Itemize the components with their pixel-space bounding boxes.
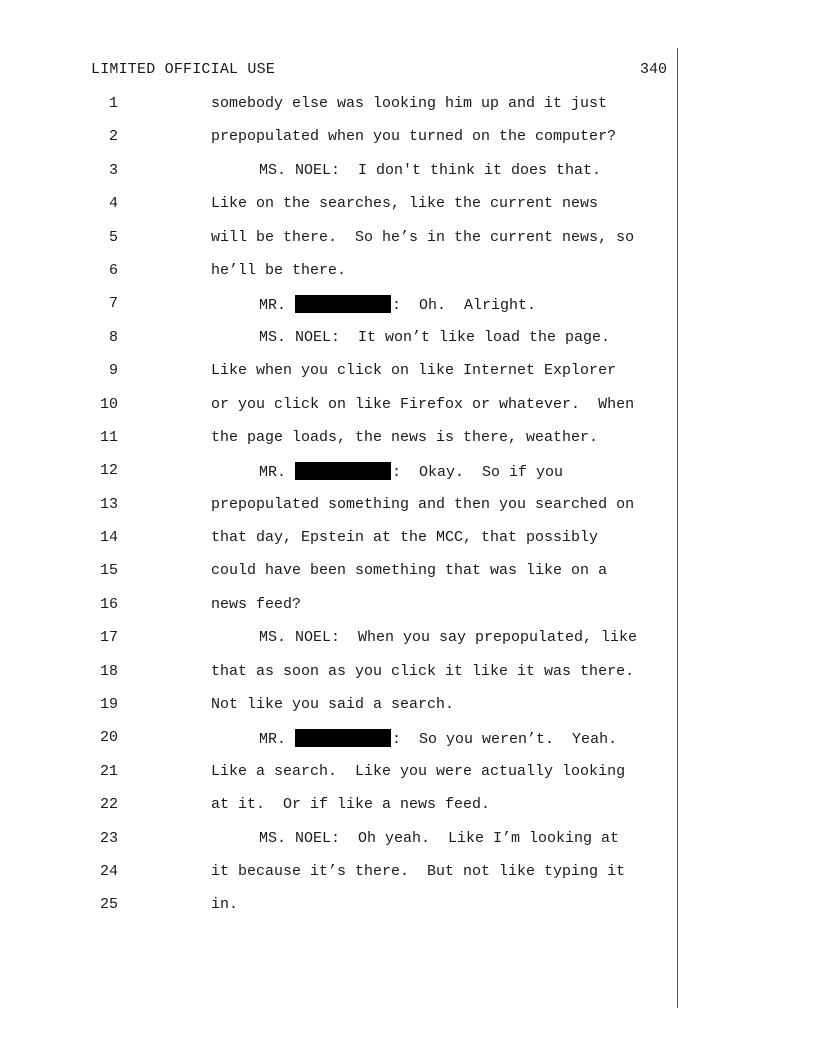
transcript-line <box>0 462 816 495</box>
transcript-line <box>0 229 816 262</box>
line-text: Not like you said a search. <box>211 696 455 714</box>
speaker-label: MR. <box>259 464 287 482</box>
line-text: will be there. So he’s in the current news, so <box>211 228 635 246</box>
transcript-line <box>0 529 816 562</box>
transcript-line <box>0 729 816 762</box>
transcript-line <box>0 629 816 662</box>
line-number: 6 <box>108 261 118 279</box>
line-number: 3 <box>108 161 118 179</box>
line-number: 10 <box>99 395 118 413</box>
line-text-after-redaction: : So you weren’t. Yeah. <box>392 731 618 749</box>
speaker-label: MR. <box>259 297 287 315</box>
line-number: 1 <box>108 95 118 112</box>
redaction-box <box>295 462 391 480</box>
line-number: 15 <box>99 562 118 580</box>
line-text-after-redaction: : Okay. So if you <box>392 464 564 482</box>
transcript-lines <box>0 95 816 930</box>
transcript-line <box>0 830 816 863</box>
line-number: 18 <box>99 662 118 680</box>
transcript-line <box>0 796 816 829</box>
redaction-box <box>295 295 391 313</box>
transcript-line <box>0 128 816 161</box>
transcript-line <box>0 362 816 395</box>
line-number: 17 <box>99 629 118 647</box>
line-number: 4 <box>108 195 118 213</box>
line-number: 13 <box>99 495 118 513</box>
line-text: MS. NOEL: It won’t like load the page. <box>259 328 611 346</box>
line-number: 7 <box>108 295 118 313</box>
line-number: 24 <box>99 862 118 880</box>
transcript-line <box>0 262 816 295</box>
transcript-line <box>0 329 816 362</box>
line-text: in. <box>211 896 239 914</box>
speaker-label: MR. <box>259 731 287 749</box>
transcript-line <box>0 562 816 595</box>
line-text: that day, Epstein at the MCC, that possibly <box>211 529 599 547</box>
line-number: 8 <box>108 328 118 346</box>
transcript-line <box>0 496 816 529</box>
page-number: 340 <box>640 61 668 78</box>
line-text: that as soon as you click it like it was there. <box>211 662 635 680</box>
line-number: 12 <box>99 462 118 480</box>
line-text: he’ll be there. <box>211 261 347 279</box>
line-text: prepopulated something and then you searched on <box>211 495 635 513</box>
line-number: 9 <box>108 362 118 380</box>
line-text <box>259 462 563 481</box>
line-text: MS. NOEL: When you say prepopulated, like <box>259 629 638 647</box>
line-text <box>259 729 617 748</box>
line-number: 5 <box>108 228 118 246</box>
line-number: 2 <box>108 128 118 146</box>
line-text <box>259 295 536 314</box>
line-text: the page loads, the news is there, weather. <box>211 428 599 446</box>
transcript-line <box>0 663 816 696</box>
line-text: or you click on like Firefox or whatever. When <box>211 395 635 413</box>
line-number: 25 <box>99 896 118 914</box>
line-text: at it. Or if like a news feed. <box>211 796 491 814</box>
line-number: 22 <box>99 796 118 814</box>
line-text-after-redaction: : Oh. Alright. <box>392 297 537 315</box>
transcript-line <box>0 195 816 228</box>
line-number: 16 <box>99 595 118 613</box>
transcript-line <box>0 896 816 929</box>
transcript-line <box>0 162 816 195</box>
classification-header: LIMITED OFFICIAL USE <box>91 61 276 78</box>
line-number: 11 <box>99 428 118 446</box>
line-text: Like on the searches, like the current news <box>211 195 599 213</box>
transcript-line <box>0 429 816 462</box>
transcript-line <box>0 696 816 729</box>
line-text: Like a search. Like you were actually looking <box>211 762 626 780</box>
line-text: news feed? <box>211 595 302 613</box>
line-text: could have been something that was like on a <box>211 562 608 580</box>
line-text: somebody else was looking him up and it just <box>211 95 608 112</box>
transcript-line <box>0 295 816 328</box>
line-number: 23 <box>99 829 118 847</box>
line-text: Like when you click on like Internet Explorer <box>211 362 617 380</box>
line-text: MS. NOEL: Oh yeah. Like I’m looking at <box>259 829 620 847</box>
line-text: it because it’s there. But not like typing it <box>211 862 626 880</box>
redaction-box <box>295 729 391 747</box>
line-text: MS. NOEL: I don't think it does that. <box>259 161 602 179</box>
line-number: 21 <box>99 762 118 780</box>
transcript-line <box>0 596 816 629</box>
transcript-line <box>0 396 816 429</box>
line-number: 20 <box>99 729 118 747</box>
transcript-line <box>0 95 816 128</box>
transcript-line <box>0 863 816 896</box>
transcript-line <box>0 763 816 796</box>
line-number: 14 <box>99 529 118 547</box>
line-number: 19 <box>99 696 118 714</box>
line-text: prepopulated when you turned on the computer? <box>211 128 617 146</box>
